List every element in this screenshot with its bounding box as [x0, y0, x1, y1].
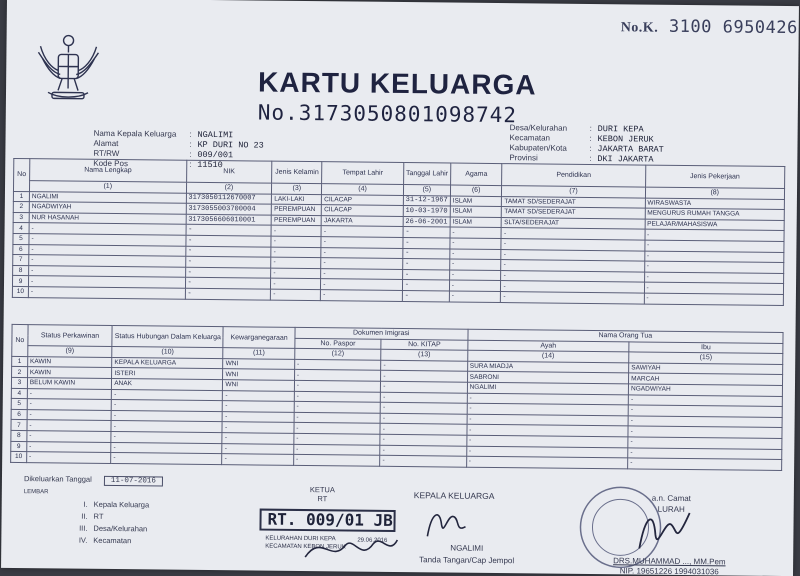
- table-cell: PEREMPUAN: [272, 204, 322, 215]
- table-cell: -: [644, 272, 784, 284]
- table-cell: -: [27, 399, 112, 410]
- table-cell: -: [380, 445, 466, 456]
- kepala-name-block: [419, 542, 514, 567]
- lembar-text: Kepala Keluarga: [93, 499, 150, 510]
- table-cell: -: [501, 239, 644, 251]
- table-cell: -: [271, 247, 321, 258]
- table-cell: -: [449, 280, 501, 291]
- table-cell: -: [449, 270, 501, 281]
- column-number: (3): [272, 183, 322, 194]
- header-key: Kabupaten/Kota: [509, 143, 567, 153]
- table-cell: 7: [13, 255, 29, 266]
- table-cell: TAMAT SD/SEDERAJAT: [502, 207, 645, 219]
- column-number: (8): [645, 187, 785, 199]
- table-cell: -: [271, 278, 321, 289]
- table-cell: -: [628, 416, 782, 428]
- table-cell: -: [29, 244, 186, 256]
- table-cell: CILACAP: [322, 205, 404, 216]
- column-number: (15): [629, 352, 783, 364]
- column-header: Agama: [450, 163, 502, 186]
- table-cell: -: [381, 381, 467, 392]
- column-number: (6): [450, 185, 502, 196]
- table-cell: -: [644, 293, 784, 305]
- header-row: RT/RW : 009/001: [93, 148, 234, 161]
- table-cell: WNI: [223, 358, 294, 369]
- table-cell: KEPALA KELUARGA: [112, 357, 223, 369]
- ketua-rt: RT: [317, 494, 328, 504]
- header-key: RT/RW: [93, 148, 120, 159]
- column-number: (4): [322, 184, 404, 195]
- table-cell: 8: [13, 265, 29, 276]
- column-header: Jenis Pekerjaan: [645, 165, 785, 188]
- header-value: DURI KEPA: [597, 124, 644, 135]
- table-cell: -: [222, 454, 293, 465]
- table-cell: -: [271, 226, 321, 237]
- column-number: (14): [467, 350, 629, 362]
- table-cell: -: [223, 411, 294, 422]
- table-cell: KAWIN: [27, 367, 112, 378]
- table-cell: -: [403, 248, 450, 259]
- header-key: Kecamatan: [509, 133, 551, 143]
- table-cell: 1: [12, 356, 28, 367]
- table-cell: MARCAH: [629, 373, 783, 385]
- table-cell: 5: [13, 233, 29, 244]
- table-cell: -: [29, 234, 186, 246]
- header-right-info: [509, 123, 664, 165]
- lembar-item: [23, 534, 149, 547]
- table-cell: -: [501, 291, 644, 303]
- table-cell: -: [628, 394, 782, 406]
- table-cell: -: [294, 391, 381, 402]
- header-value: JAKARTA BARAT: [597, 144, 664, 155]
- table-cell: 2: [13, 202, 29, 213]
- table-cell: 3: [11, 377, 27, 388]
- column-header: Jenis Kelamin: [272, 161, 322, 184]
- sub-header: No. Paspor: [295, 338, 382, 349]
- table-cell: -: [321, 279, 403, 290]
- header-value: NGALIMI: [197, 129, 234, 141]
- table-cell: -: [294, 433, 381, 444]
- table-cell: -: [380, 424, 466, 435]
- table-cell: 9: [11, 441, 27, 452]
- table-cell: -: [450, 238, 502, 249]
- table-cell: -: [380, 455, 466, 466]
- ketua-label: KETUA: [309, 485, 335, 495]
- column-header: Tanggal Lahir: [403, 163, 450, 185]
- table-cell: NGADWIYAH: [29, 202, 186, 214]
- table-cell: CILACAP: [322, 194, 404, 205]
- table-cell: -: [628, 447, 782, 459]
- column-number: (1): [29, 181, 186, 193]
- table-cell: KAWIN: [27, 356, 112, 367]
- table-cell: -: [185, 235, 271, 246]
- lembar-label: LEMBAR: [23, 489, 49, 496]
- kepala-signature-icon: [421, 502, 469, 543]
- header-row: Kecamatan : KEBON JERUK: [509, 133, 654, 145]
- column-number: (11): [223, 348, 294, 359]
- header-key: Kode Pos: [93, 158, 129, 169]
- lembar-text: RT: [93, 511, 104, 521]
- camat-name: DRS.MUHAMMAD ..., MM.Pem: [613, 556, 726, 567]
- table-cell: -: [111, 421, 222, 433]
- header-value: 009/001: [197, 149, 234, 161]
- table-cell: -: [294, 402, 381, 413]
- table-cell: -: [29, 265, 186, 277]
- issued-date-label: Dikeluarkan Tanggal: [23, 474, 92, 484]
- issued-date: [24, 474, 163, 486]
- column-header: Tempat Lahir: [322, 162, 404, 185]
- table-cell: -: [294, 370, 381, 381]
- table-cell: -: [294, 412, 381, 423]
- table-cell: 5: [11, 399, 27, 410]
- table-cell: -: [321, 290, 403, 301]
- table-cell: 6: [11, 409, 27, 420]
- kepala-keluarga-label: KEPALA KELUARGA: [413, 490, 495, 502]
- table-cell: -: [294, 380, 381, 391]
- table-cell: JAKARTA: [321, 215, 403, 226]
- table-cell: -: [111, 442, 222, 454]
- lembar-list: [23, 486, 149, 547]
- table-cell: 2: [12, 367, 28, 378]
- table-cell: NUR HASANAH: [29, 212, 186, 224]
- table-cell: -: [186, 225, 272, 236]
- table-cell: -: [644, 282, 784, 294]
- camat-nip: NIP. 19651226 1994031036: [619, 566, 719, 576]
- table-cell: -: [403, 227, 450, 238]
- stamp-sub1: KELURAHAN DURI KEPA: [265, 535, 336, 543]
- column-header: Nama Lengkap: [30, 159, 187, 183]
- lembar-number: I.: [83, 499, 88, 509]
- table-cell: PELAJAR/MAHASISWA: [645, 219, 785, 231]
- table-cell: -: [466, 446, 628, 458]
- table-cell: 1: [13, 191, 29, 202]
- stamp-date: 29.06.2016: [357, 537, 388, 544]
- header-value: DKI JAKARTA: [597, 154, 654, 165]
- table-cell: -: [294, 359, 381, 370]
- kk-number: No.3173050801098742: [257, 100, 518, 128]
- table-cell: SURA MIADJA: [467, 361, 629, 373]
- table-cell: BELUM KAWIN: [27, 378, 112, 389]
- table-cell: -: [271, 236, 321, 247]
- table-cell: SAWIYAH: [629, 363, 783, 375]
- table-cell: -: [27, 431, 112, 442]
- table-cell: -: [381, 392, 467, 403]
- kepala-caption: Tanda Tangan/Cap Jempol: [419, 555, 515, 566]
- table-cell: 10-03-1970: [403, 206, 450, 217]
- table-cell: -: [645, 229, 785, 241]
- table-cell: 4: [11, 388, 27, 399]
- table-cell: -: [111, 453, 222, 465]
- sub-header: Ibu: [629, 341, 783, 353]
- table-cell: -: [501, 260, 644, 272]
- table-cell: 8: [11, 430, 27, 441]
- table-cell: -: [271, 268, 321, 279]
- table-cell: -: [223, 390, 294, 401]
- table-cell: ISLAM: [450, 206, 502, 217]
- header-row: Nama Kepala Keluarga : NGALIMI: [93, 128, 234, 141]
- sub-header: Ayah: [467, 340, 629, 352]
- lembar-number: III.: [79, 523, 88, 533]
- table-cell: -: [380, 434, 466, 445]
- table-cell: -: [467, 414, 629, 426]
- column-number: (10): [112, 347, 223, 359]
- table-cell: -: [222, 443, 293, 454]
- table-cell: -: [449, 291, 501, 302]
- table-cell: -: [628, 437, 782, 449]
- header-key: Desa/Kelurahan: [509, 123, 568, 133]
- table-cell: -: [449, 259, 501, 270]
- table-cell: SABRONI: [467, 372, 629, 384]
- lurah-signature-icon: [631, 504, 702, 555]
- table-cell: -: [185, 267, 271, 278]
- table-cell: ISLAM: [450, 196, 502, 207]
- table-cell: -: [501, 228, 644, 240]
- camat-label: a.n. Camat: [651, 493, 691, 504]
- table-cell: -: [29, 223, 186, 235]
- table-cell: -: [501, 249, 644, 261]
- table-cell: 6: [13, 244, 29, 255]
- table-cell: WNI: [223, 380, 294, 391]
- table-cell: -: [294, 423, 381, 434]
- column-header: Kewarganegaraan: [223, 327, 295, 349]
- header-row: Kabupaten/Kota : JAKARTA BARAT: [509, 143, 664, 155]
- table-cell: 26-06-2001: [403, 216, 450, 227]
- table-cell: -: [321, 226, 403, 237]
- header-row: Provinsi : DKI JAKARTA: [509, 153, 654, 165]
- table-cell: -: [450, 249, 502, 260]
- table-cell: SLTA/SEDERAJAT: [502, 217, 645, 229]
- table-cell: -: [321, 258, 403, 269]
- table-cell: -: [28, 276, 185, 288]
- table-cell: 10: [12, 286, 28, 297]
- garuda-emblem-icon: [34, 28, 103, 105]
- family-card-document: [1, 0, 799, 576]
- column-header: Nama Orang Tua: [468, 329, 783, 343]
- table-cell: LAKI-LAKI: [272, 194, 322, 205]
- table-cell: 9: [12, 276, 28, 287]
- table-cell: NGADWIYAH: [629, 384, 783, 396]
- table-cell: -: [628, 426, 782, 438]
- table-cell: -: [402, 280, 449, 291]
- table-cell: -: [450, 227, 502, 238]
- table-cell: WNI: [223, 369, 294, 380]
- column-number: (7): [502, 186, 645, 198]
- table-cell: -: [185, 278, 271, 289]
- table-cell: -: [402, 259, 449, 270]
- column-number: (12): [295, 349, 382, 360]
- table-cell: -: [28, 287, 185, 299]
- header-key: Alamat: [93, 138, 119, 149]
- lembar-text: Kecamatan: [93, 535, 132, 546]
- table-cell: -: [27, 388, 112, 399]
- rt-signature-icon: [301, 527, 401, 568]
- rt-stamp: RT. 009/01 JB: [259, 509, 395, 532]
- table-cell: -: [501, 281, 644, 293]
- header-value: 11510: [197, 159, 223, 171]
- lembar-number: IV.: [78, 535, 88, 545]
- table-cell: TAMAT SD/SEDERAJAT: [502, 196, 645, 208]
- table-cell: -: [467, 403, 629, 415]
- issued-date-value: 11-07-2016: [104, 476, 163, 487]
- header-row: Desa/Kelurahan : DURI KEPA: [509, 123, 644, 135]
- table-cell: -: [271, 257, 321, 268]
- table-cell: -: [402, 269, 449, 280]
- table-cell: -: [402, 290, 449, 301]
- lembar-text: Desa/Kelurahan: [93, 523, 148, 534]
- table-cell: 10: [11, 452, 27, 463]
- table-cell: -: [321, 268, 403, 279]
- column-header: Pendidikan: [502, 164, 645, 187]
- table-cell: -: [27, 441, 112, 452]
- table-cell: -: [222, 422, 293, 433]
- table-cell: -: [380, 402, 466, 413]
- table-cell: -: [111, 410, 222, 422]
- header-value: KEBON JERUK: [597, 134, 654, 145]
- table-cell: 31-12-1967: [403, 195, 450, 206]
- table-cell: -: [29, 255, 186, 267]
- table-cell: NGALIMI: [467, 382, 629, 394]
- family-status-table: [10, 324, 783, 471]
- column-header: NIK: [186, 160, 272, 183]
- column-header: Status Perkawinan: [28, 325, 113, 347]
- table-cell: -: [112, 389, 223, 401]
- header-value: KP DURI NO 23: [197, 139, 264, 151]
- table-cell: 7: [11, 420, 27, 431]
- table-cell: 3: [13, 212, 29, 223]
- camat-lurah: LURAH: [657, 504, 685, 514]
- table-cell: ANAK: [112, 378, 223, 390]
- table-cell: -: [466, 435, 628, 447]
- lembar-number: II.: [81, 511, 88, 521]
- table-cell: -: [27, 420, 112, 431]
- table-cell: -: [628, 405, 782, 417]
- table-cell: -: [321, 247, 403, 258]
- serial-label: No.K.: [620, 20, 659, 36]
- stamp-sub2: KECAMATAN KEBON JERUK: [265, 543, 346, 551]
- table-cell: -: [294, 444, 381, 455]
- table-cell: -: [271, 289, 321, 300]
- camat-name-block: [613, 556, 726, 576]
- table-cell: -: [467, 425, 629, 437]
- header-key: Provinsi: [509, 153, 538, 163]
- table-cell: -: [466, 456, 628, 468]
- column-number: (9): [28, 346, 113, 357]
- table-cell: MENGURUS RUMAH TANGGA: [645, 208, 785, 220]
- sub-header: No. KITAP: [381, 339, 467, 350]
- table-cell: -: [185, 256, 271, 267]
- table-cell: -: [26, 452, 111, 463]
- serial-number: [621, 16, 798, 38]
- table-cell: -: [111, 431, 222, 443]
- column-number: (5): [403, 185, 450, 196]
- kepala-name: NGALIMI: [450, 543, 484, 553]
- table-cell: -: [185, 246, 271, 257]
- column-header: No: [13, 158, 29, 191]
- column-number: (13): [381, 349, 467, 360]
- table-cell: 3173055003700004: [186, 203, 272, 214]
- serial-value: 3100 6950426: [668, 16, 798, 39]
- table-cell: -: [403, 237, 450, 248]
- table-cell: NGALIMI: [29, 191, 186, 203]
- table-cell: -: [628, 458, 782, 470]
- table-cell: -: [501, 270, 644, 282]
- table-cell: -: [467, 393, 629, 405]
- table-cell: -: [293, 455, 380, 466]
- column-header: No: [12, 324, 28, 356]
- table-cell: PEREMPUAN: [271, 215, 321, 226]
- table-cell: -: [381, 360, 467, 371]
- column-header: Status Hubungan Dalam Keluarga: [112, 325, 223, 347]
- column-header: Dokumen Imigrasi: [295, 327, 468, 339]
- table-cell: -: [380, 413, 466, 424]
- table-cell: 4: [13, 223, 29, 234]
- table-cell: ISTERI: [112, 368, 223, 380]
- table-cell: -: [321, 237, 403, 248]
- table-cell: -: [644, 240, 784, 252]
- table-cell: -: [644, 251, 784, 263]
- table-cell: WIRASWASTA: [645, 198, 785, 210]
- table-cell: -: [185, 288, 271, 299]
- family-members-table: [12, 158, 785, 306]
- table-cell: 3173056606010001: [186, 214, 272, 225]
- table-cell: -: [222, 433, 293, 444]
- table-cell: -: [111, 400, 222, 412]
- column-number: (2): [186, 182, 272, 193]
- table-cell: -: [223, 401, 294, 412]
- header-row: Kode Pos : 11510: [93, 158, 223, 171]
- document-title: KARTU KELUARGA: [257, 66, 537, 101]
- table-cell: -: [381, 371, 467, 382]
- table-cell: ISLAM: [450, 217, 502, 228]
- table-cell: -: [644, 261, 784, 273]
- ketua-rt-block: [310, 485, 335, 503]
- header-row: Alamat : KP DURI NO 23: [93, 138, 264, 151]
- table-cell: -: [27, 409, 112, 420]
- header-key: Nama Kepala Keluarga: [93, 128, 177, 139]
- table-cell: 3173050112670007: [186, 193, 272, 204]
